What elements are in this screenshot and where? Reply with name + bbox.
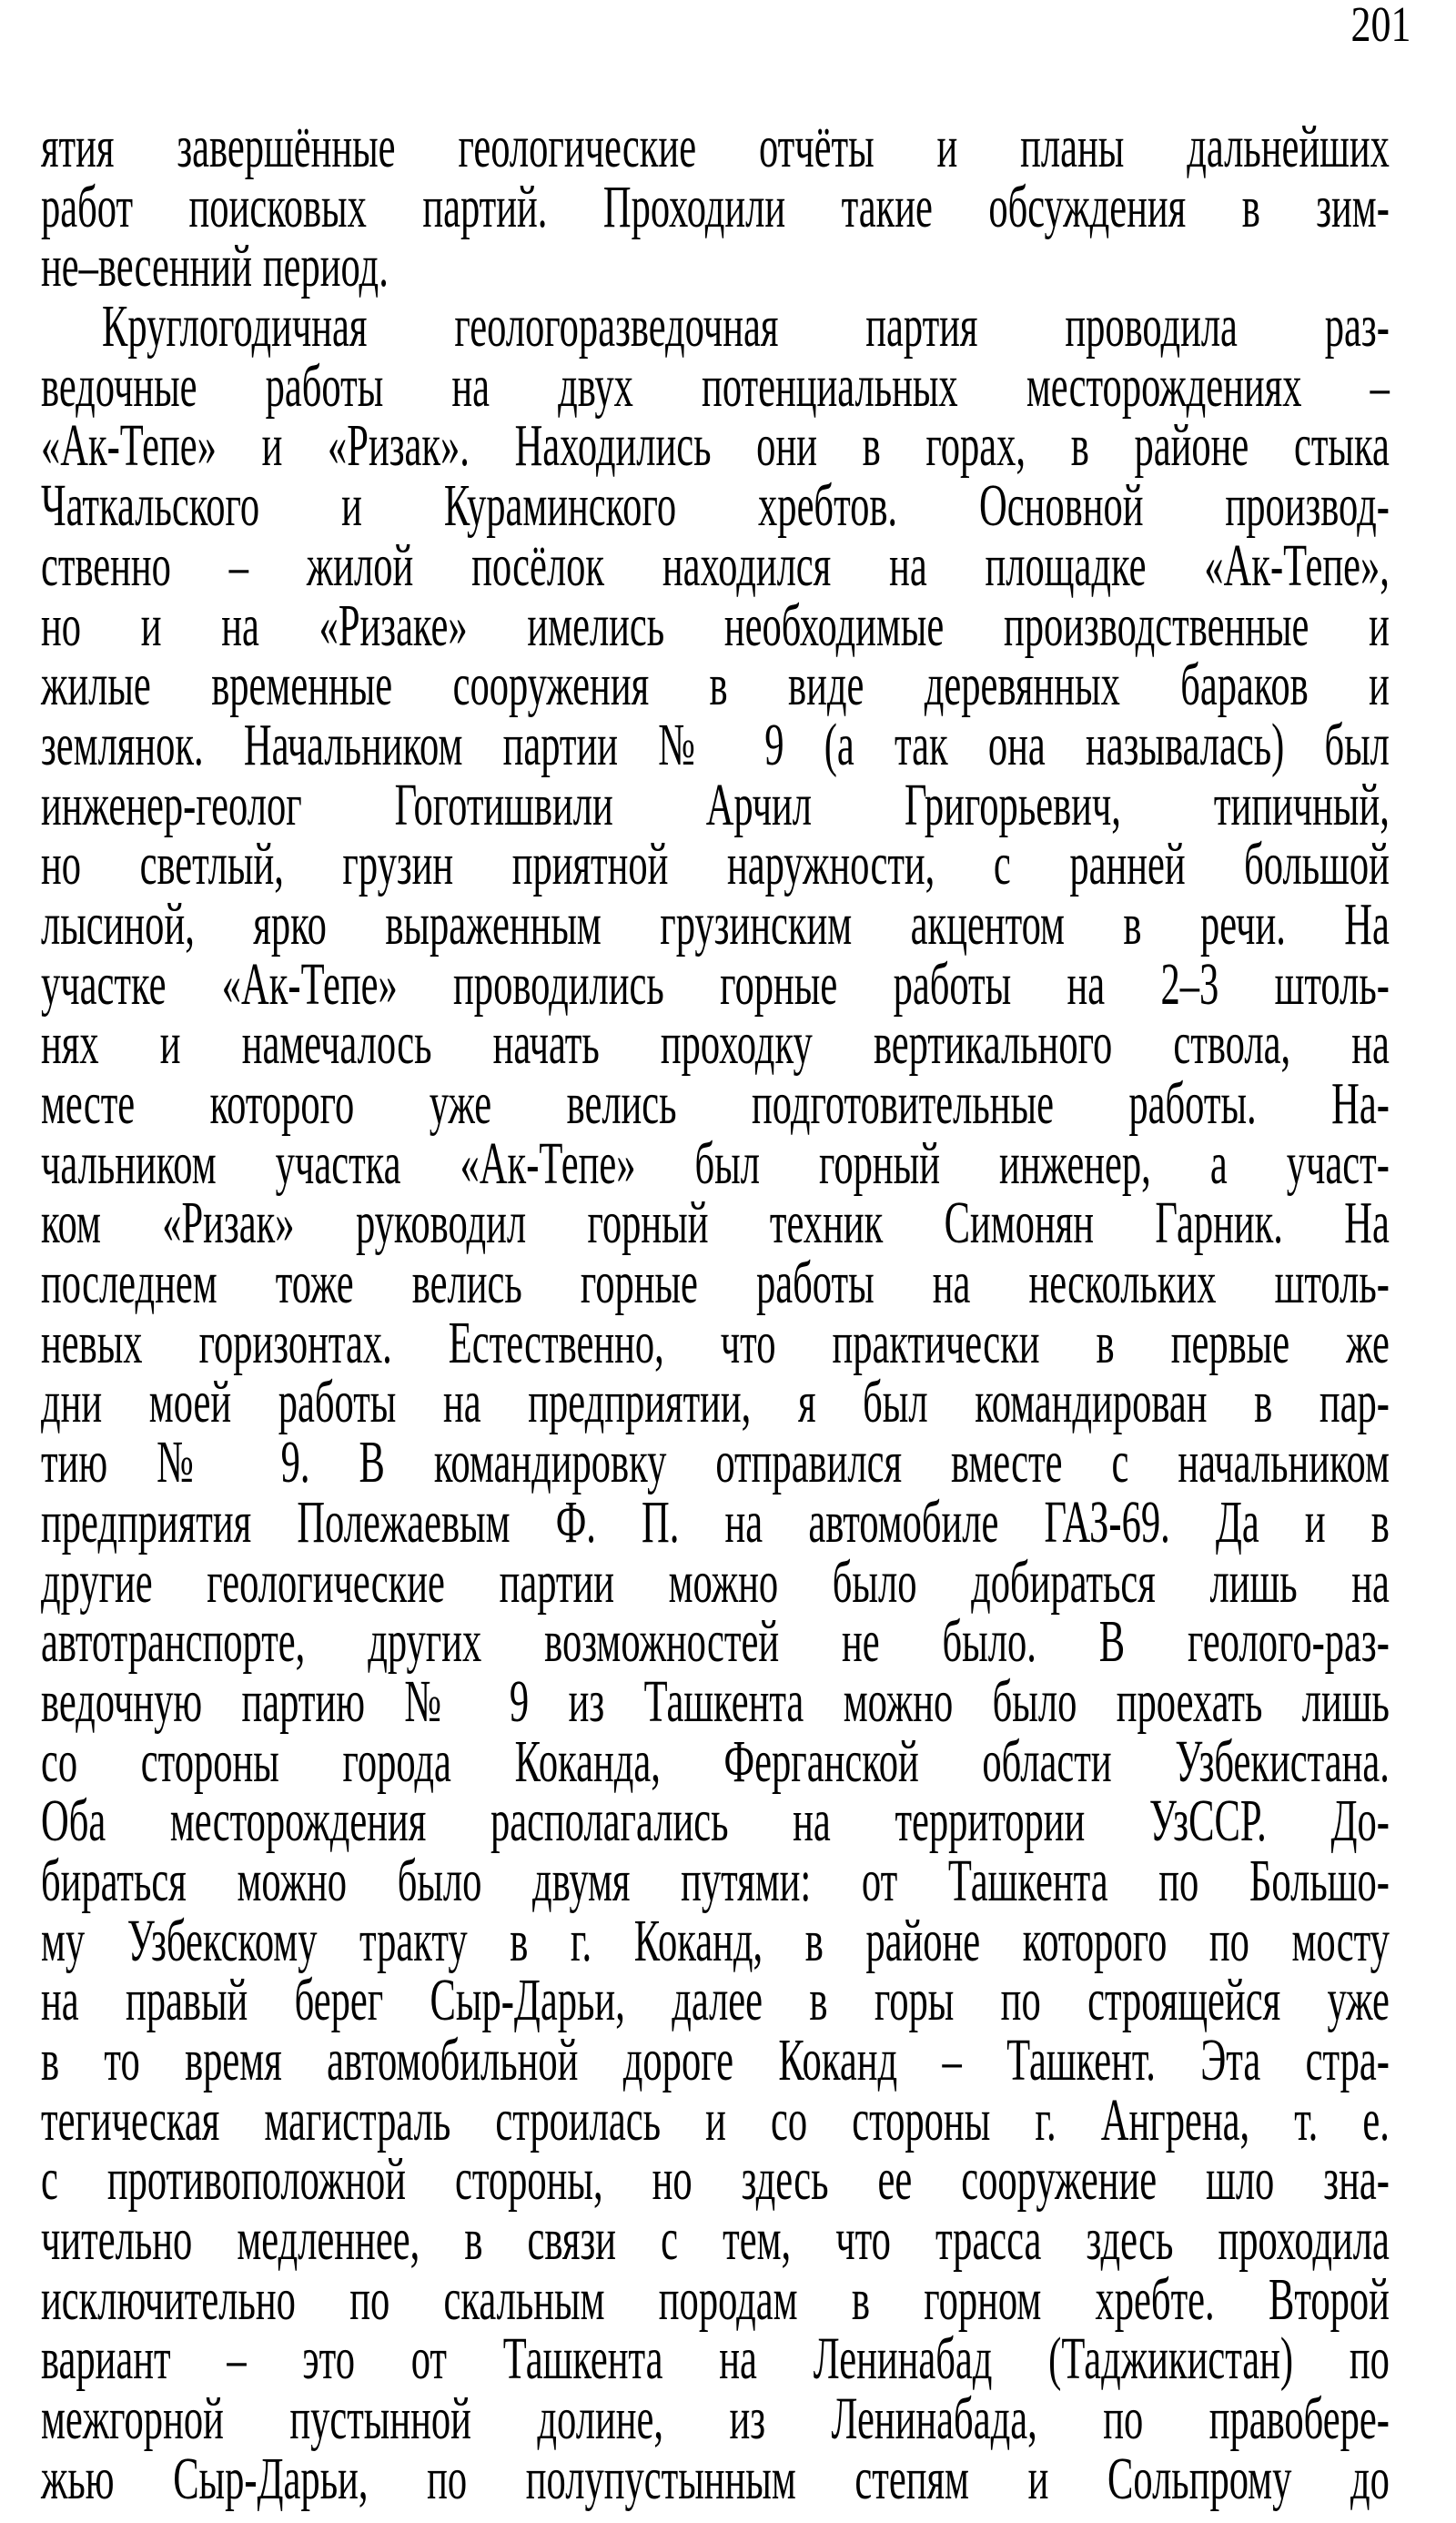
text-line: последнем тоже велись горные работы на нескольких штоль- (41, 1250, 1390, 1317)
text-line: работ поисковых партий. Проходили такие обсуждения в зим- (41, 173, 1390, 240)
text-line: Круглогодичная геологоразведочная партия проводила раз- (102, 293, 1390, 360)
text-line: чальником участка «Ак-Тепе» был горный инженер, а участ- (41, 1130, 1390, 1197)
text-line: ведочную партию № 9 из Ташкента можно было проехать лишь (41, 1667, 1390, 1735)
text-line: землянок. Начальником партии № 9 (а так она называлась) был (41, 711, 1390, 778)
text-line: на правый берег Сыр-Дарьи, далее в горы по строящейся уже (41, 1967, 1390, 2034)
text-line: чительно медленнее, в связи с тем, что трасса здесь проходила (41, 2206, 1390, 2274)
text-line: ственно – жилой посёлок находился на площадке «Ак-Тепе», (41, 532, 1390, 599)
text-line: другие геологические партии можно было добираться лишь на (41, 1548, 1390, 1616)
text-line: ком «Ризак» руководил горный техник Симонян Гарник. На (41, 1190, 1390, 1257)
text-line: «Ак-Тепе» и «Ризак». Находились они в горах, в районе стыка (41, 412, 1390, 480)
text-line: инженер-геолог Гоготишвили Арчил Григорьевич, типичный, (41, 771, 1390, 838)
text-line: Чаткальского и Кураминского хребтов. Основной производ- (41, 472, 1390, 540)
text-line: тегическая магистраль строилась и со стороны г. Ангрена, т. е. (41, 2086, 1390, 2153)
text-line: предприятия Полежаевым Ф. П. на автомобиле ГАЗ-69. Да и в (41, 1488, 1390, 1555)
text-line: тию № 9. В командировку отправился вместе с начальником (41, 1429, 1390, 1496)
text-line: в то время автомобильной дороге Коканд – Ташкент. Эта стра- (41, 2027, 1390, 2093)
text-line: ятия завершённые геологические отчёты и планы дальнейших (41, 114, 1390, 180)
text-line: месте которого уже велись подготовительные работы. На- (41, 1070, 1390, 1137)
text-line: Оба месторождения располагались на территории УзССР. До- (41, 1788, 1390, 1855)
text-line: жью Сыр-Дарьи, по полупустынным степям и Сольпрому до (41, 2445, 1390, 2512)
text-line: ведочные работы на двух потенциальных месторождениях – (41, 352, 1390, 420)
text-line: жилые временные сооружения в виде деревянных бараков и (41, 652, 1390, 719)
text-line: со стороны города Коканда, Ферганской области Узбекистана. (41, 1728, 1390, 1795)
text-line: невых горизонтах. Естественно, что практически в первые же (41, 1309, 1390, 1376)
text-block (41, 114, 1390, 2512)
page-number: 201 (1350, 0, 1410, 52)
text-line: межгорной пустынной долине, из Ленинабада, по правобере- (41, 2386, 1390, 2453)
text-line: с противоположной стороны, но здесь ее сооружение шло зна- (41, 2146, 1390, 2214)
text-line: дни моей работы на предприятии, я был командирован в пар- (41, 1369, 1390, 1436)
text-line: но светлый, грузин приятной наружности, с ранней большой (41, 831, 1390, 898)
text-line: участке «Ак-Тепе» проводились горные работы на 2–3 штоль- (41, 950, 1390, 1018)
text-line: не–весенний период. (41, 233, 389, 300)
text-line: лысиной, ярко выраженным грузинским акцентом в речи. На (41, 890, 1390, 958)
body-text (41, 114, 1390, 2512)
text-line: автотранспорте, других возможностей не было. В геолого-раз- (41, 1608, 1390, 1676)
text-line: нях и намечалось начать проходку вертикального ствола, на (41, 1010, 1390, 1078)
text-line: но и на «Ризаке» имелись необходимые производственные и (41, 592, 1390, 659)
text-line: му Узбекскому тракту в г. Коканд, в районе которого по мосту (41, 1907, 1390, 1974)
text-scale-wrapper (41, 114, 1390, 2512)
text-line: исключительно по скальным породам в горном хребте. Второй (41, 2265, 1390, 2333)
text-line: бираться можно было двумя путями: от Ташкента по Большо- (41, 1847, 1390, 1914)
text-line: вариант – это от Ташкента на Ленинабад (Таджикистан) по (41, 2325, 1390, 2393)
